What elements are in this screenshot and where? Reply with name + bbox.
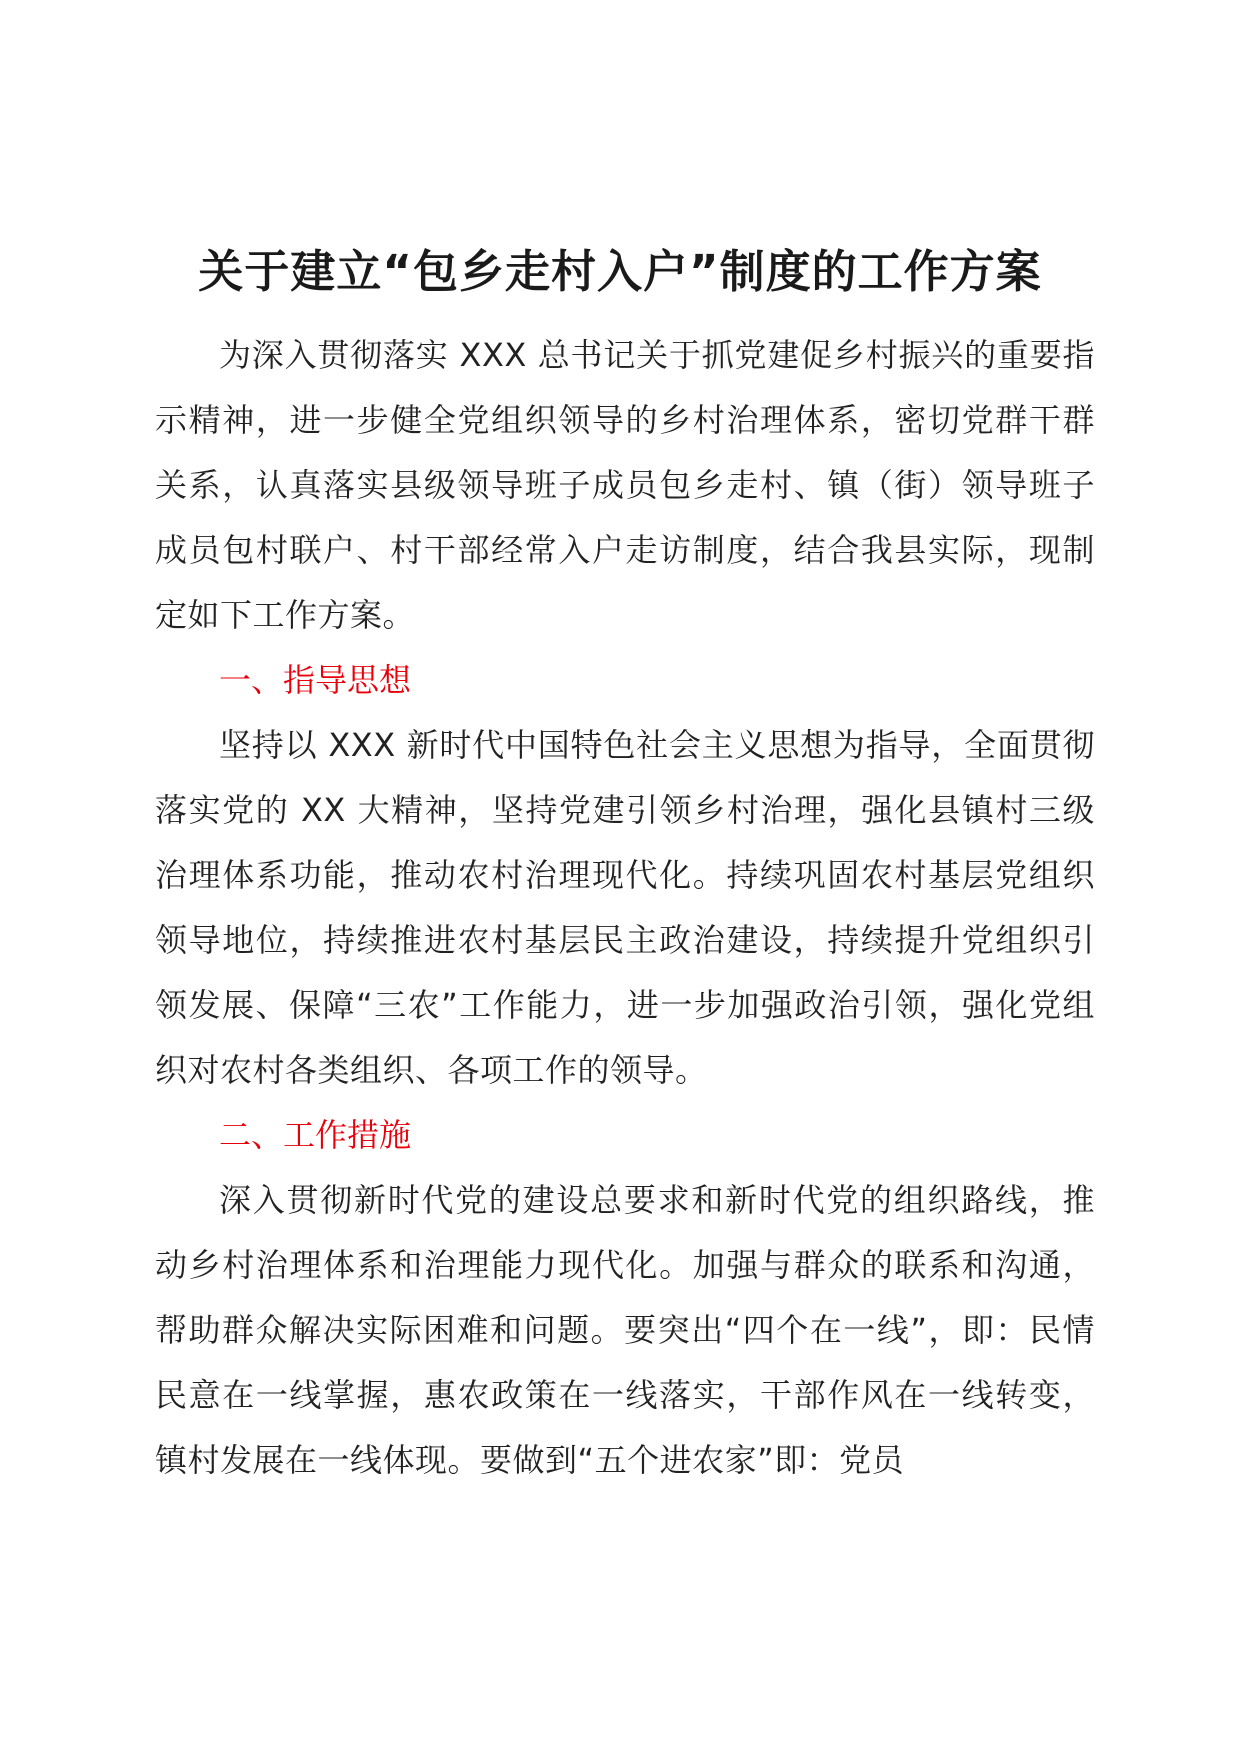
section-paragraph-guiding-thought: 坚持以 XXX 新时代中国特色社会主义思想为指导，全面贯彻落实党的 XX 大精神，坚持党建引领乡村治理，强化县镇村三级治理体系功能，推动农村治理现代化。持续巩固农村基层党组织领导地位，持续推进农村基层民主政治建设，持续提升党组织引领发展、保障“三农”工作能力，进一步加强政治引领，强化党组织对农村各类组织、各项工作的领导。 xyxy=(155,726,1095,1089)
section-paragraph-work-measures: 深入贯彻新时代党的建设总要求和新时代党的组织路线，推动乡村治理体系和治理能力现代化。加强与群众的联系和沟通，帮助群众解决实际困难和问题。要突出“四个在一线”，即：民情民意在一线掌握，惠农政策在一线落实，干部作风在一线转变，镇村发展在一线体现。要做到“五个进农家”即：党员 xyxy=(155,1181,1095,1479)
section-heading-guiding-thought: 一、指导思想 xyxy=(219,661,412,699)
document-title: 关于建立“包乡走村入户”制度的工作方案 xyxy=(198,245,1042,298)
intro-paragraph: 为深入贯彻落实 XXX 总书记关于抓党建促乡村振兴的重要指示精神，进一步健全党组织领导的乡村治理体系，密切党群干群关系，认真落实县级领导班子成员包乡走村、镇（街）领导班子成员包村联户、村干部经常入户走访制度，结合我县实际，现制定如下工作方案。 xyxy=(155,336,1095,634)
section-heading-work-measures: 二、工作措施 xyxy=(219,1116,412,1154)
document-body xyxy=(155,323,1095,1493)
